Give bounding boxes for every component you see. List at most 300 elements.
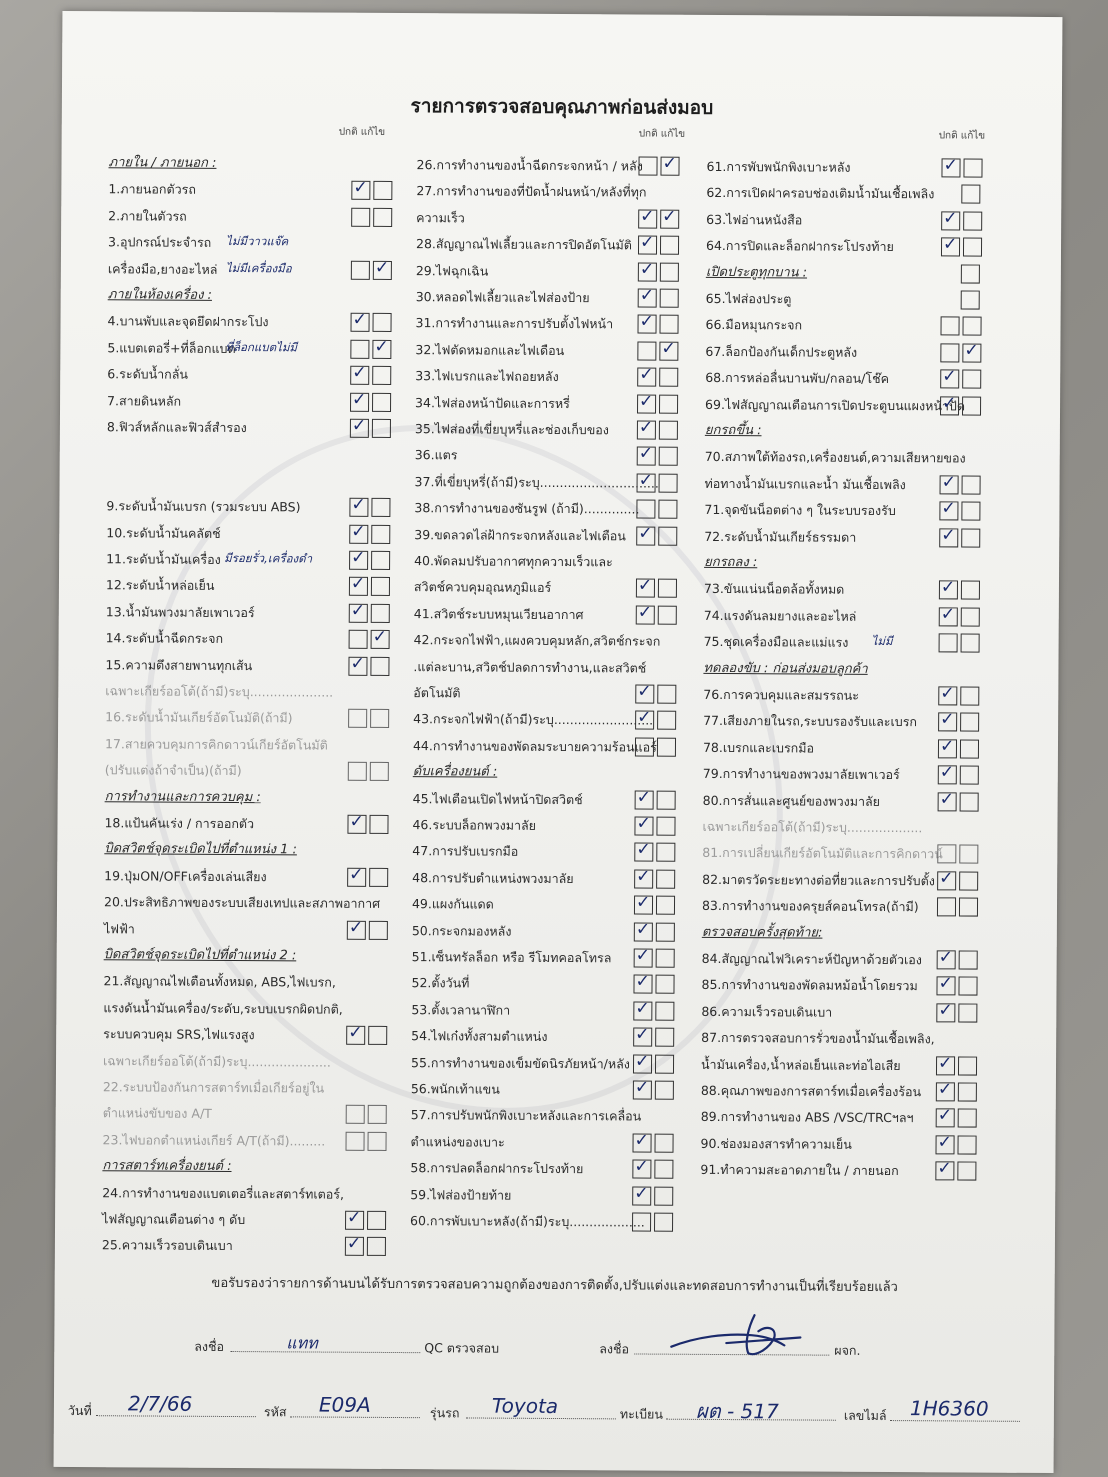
section-heading (703, 656, 1033, 682)
checkbox-fixed[interactable] (371, 604, 390, 623)
checkbox-normal[interactable] (637, 394, 656, 413)
checkbox-group (939, 634, 983, 658)
checkbox-fixed[interactable] (373, 181, 392, 200)
checkbox-fixed[interactable] (654, 1133, 673, 1152)
checkbox-normal[interactable] (345, 1237, 364, 1256)
checkbox-fixed[interactable] (659, 368, 678, 387)
checklist-item-label: 10.ระดับน้ำมันคลัตช์ (106, 524, 221, 541)
checkbox-fixed[interactable] (656, 896, 675, 915)
checkbox-normal[interactable] (634, 843, 653, 862)
checkbox-normal[interactable] (351, 260, 370, 279)
checkbox-fixed[interactable] (958, 977, 977, 996)
checkbox-normal[interactable] (939, 502, 958, 521)
checklist-row (703, 788, 1033, 814)
checklist-item-label: 89.การทำงานของ ABS /VSC/TRCฯลฯ (700, 1109, 914, 1126)
checkbox-normal[interactable] (632, 1133, 651, 1152)
checkbox-normal[interactable] (633, 1054, 652, 1073)
checklist-item-label: ตำแหน่งของเบาะ (410, 1133, 505, 1150)
checkbox-fixed[interactable] (372, 392, 391, 411)
code-label: รหัส (263, 1404, 287, 1420)
date-value: 2/7/66 (127, 1391, 193, 1416)
checklist-row (410, 1156, 738, 1182)
checkbox-fixed[interactable] (658, 579, 677, 598)
checkbox-normal[interactable] (350, 392, 369, 411)
signature-row (54, 1333, 1054, 1358)
checkbox-fixed[interactable] (371, 524, 390, 543)
checkbox-fixed[interactable] (372, 313, 391, 332)
checkbox-normal[interactable] (936, 1056, 955, 1075)
checkbox-normal[interactable] (937, 871, 956, 890)
checkbox-fixed[interactable] (373, 208, 392, 227)
checkbox-fixed[interactable] (960, 739, 979, 758)
checklist-row (413, 655, 741, 681)
checkbox-fixed[interactable] (961, 502, 980, 521)
checkbox-fixed[interactable] (959, 871, 978, 890)
column-3 (700, 130, 1037, 1179)
checklist-item-label: เปิดประตูทุกบาน : (705, 264, 808, 281)
checklist-item-label: บิดสวิตช์จุดระเบิดไปที่ตำแหน่ง 1 : (104, 841, 297, 858)
checklist-item-label: 74.แรงดันลมยางและอะไหล่ (703, 607, 857, 624)
checkbox-normal[interactable] (638, 156, 657, 175)
checkbox-normal[interactable] (636, 526, 655, 545)
checkbox-fixed[interactable] (960, 686, 979, 705)
checkbox-fixed[interactable] (660, 262, 679, 281)
checkbox-normal[interactable] (636, 605, 655, 624)
checklist-row (414, 549, 742, 575)
checkbox-normal[interactable] (634, 896, 653, 915)
checkbox-group (939, 607, 983, 631)
checkbox-fixed[interactable] (656, 843, 675, 862)
checklist-item-label: 18.แป้นคันเร่ง / การออกตัว (104, 815, 255, 832)
checklist-row (415, 470, 743, 496)
checkbox-normal[interactable] (939, 528, 958, 547)
checkbox-normal[interactable] (350, 340, 369, 359)
checkbox-normal[interactable] (633, 975, 652, 994)
checkbox-fixed[interactable] (371, 551, 390, 570)
checklist-item-label: แรงดันน้ำมันเครื่อง/ระดับ,ระบบเบรกผิดปกติ, (103, 1000, 343, 1017)
checkbox-fixed[interactable] (960, 792, 979, 811)
checklist-row (106, 600, 436, 626)
checkbox-normal[interactable] (346, 1105, 365, 1124)
checklist-row (415, 417, 743, 443)
checkbox-fixed[interactable] (960, 713, 979, 732)
checkbox-normal[interactable] (349, 577, 368, 596)
checkbox-normal[interactable] (939, 634, 958, 653)
checklist-item-label: เฉพาะเกียร์ออโต้(ถ้ามี)ระบุ..................... (103, 1052, 331, 1070)
qc-signature: แทท (286, 1333, 318, 1353)
checkbox-group (937, 898, 981, 922)
checkbox-fixed[interactable] (656, 817, 675, 836)
checklist-row (410, 1130, 738, 1156)
checkbox-fixed[interactable] (659, 341, 678, 360)
checkbox-fixed[interactable] (367, 1237, 386, 1256)
checkbox-fixed[interactable] (369, 868, 388, 887)
checkbox-fixed[interactable] (961, 634, 980, 653)
checkbox-normal[interactable] (346, 1026, 365, 1045)
checklist-item-label: 11.ระดับน้ำมันเครื่อง (106, 551, 221, 567)
checkbox-group (939, 528, 983, 552)
checkbox-normal[interactable] (937, 898, 956, 917)
checkbox-group (937, 871, 981, 895)
checkbox-normal[interactable] (936, 1109, 955, 1128)
checkbox-normal[interactable] (637, 473, 656, 492)
checklist-row (414, 576, 742, 602)
checklist-item-label: 55.การทำงานของเข็มขัดนิรภัยหน้า/หลัง (410, 1054, 630, 1072)
checkbox-normal[interactable] (634, 948, 653, 967)
checkbox-normal[interactable] (635, 711, 654, 730)
checklist-row (416, 285, 744, 311)
checkbox-normal[interactable] (638, 209, 657, 228)
checkbox-normal[interactable] (350, 419, 369, 438)
checklist-row (705, 445, 1035, 471)
checkbox-normal[interactable] (938, 686, 957, 705)
checkbox-normal[interactable] (635, 790, 654, 809)
checklist-item-label: 53.ตั้งเวลานาฬิกา (411, 1001, 511, 1018)
section-heading (705, 419, 1035, 445)
date-label: วันที่ (67, 1403, 92, 1419)
checklist-item-label: 27.การทำงานของที่ปัดน้ำฝนหน้า/หลังที่ทุก (416, 183, 647, 200)
checklist-row (412, 945, 740, 971)
checkbox-fixed[interactable] (659, 447, 678, 466)
checklist-item-label: 83.การทำงานของครุยส์คอนโทรล(ถ้ามี) (701, 898, 919, 915)
checklist-row (410, 1183, 738, 1209)
checkbox-fixed[interactable] (961, 607, 980, 626)
checkbox-normal[interactable] (633, 1080, 652, 1099)
checkbox-normal[interactable] (937, 950, 956, 969)
checkbox-fixed[interactable] (656, 922, 675, 941)
checkbox-fixed[interactable] (369, 815, 388, 834)
checkbox-normal[interactable] (940, 343, 959, 362)
checkbox-normal[interactable] (938, 739, 957, 758)
checkbox-normal[interactable] (348, 709, 367, 728)
checkbox-group (346, 1105, 390, 1129)
checklist-item-label: 3.อุปกรณ์ประจำรถ (108, 234, 212, 251)
checkbox-normal[interactable] (348, 762, 367, 781)
checkbox-normal[interactable] (349, 604, 368, 623)
checkbox-fixed[interactable] (958, 1109, 977, 1128)
checklist-row (412, 866, 740, 892)
checkbox-fixed[interactable] (963, 238, 982, 257)
checkbox-fixed[interactable] (368, 1132, 387, 1151)
checklist-row (416, 232, 744, 258)
checkbox-fixed[interactable] (957, 1162, 976, 1181)
checkbox-fixed[interactable] (655, 975, 674, 994)
checkbox-fixed[interactable] (368, 1026, 387, 1045)
checklist-row (415, 338, 743, 364)
checklist-item-label: ภายในห้องเครื่อง : (107, 287, 213, 303)
checkbox-normal[interactable] (637, 315, 656, 334)
checklist-row (416, 153, 744, 179)
checkbox-normal[interactable] (935, 1135, 954, 1154)
checkbox-normal[interactable] (634, 922, 653, 941)
checklist-item-label: 81.การเปลี่ยนเกียร์อัตโนมัติและการคิกดาวน์ (702, 845, 943, 862)
checkbox-normal[interactable] (936, 1082, 955, 1101)
checklist-item-label: ดับเครื่องยนต์ : (412, 764, 498, 780)
checklist-item-label: 62.การเปิดฝาครอบช่องเติมน้ำมันเชื้อเพลิง (706, 185, 935, 202)
checkbox-fixed[interactable] (961, 290, 980, 309)
checkbox-fixed[interactable] (658, 605, 677, 624)
model-value: Toyota (491, 1393, 559, 1419)
checklist-item-label: .แต่ละบาน,สวิตช์ปลดการทำงาน,และสวิตช์ (413, 658, 647, 676)
checkbox-normal[interactable] (939, 607, 958, 626)
checkbox-fixed[interactable] (660, 157, 679, 176)
checkbox-fixed[interactable] (654, 1213, 673, 1232)
model-label: รุ่นรถ (429, 1405, 460, 1421)
checklist-row (703, 736, 1033, 762)
checkbox-fixed[interactable] (369, 920, 388, 939)
checkbox-fixed[interactable] (371, 498, 390, 517)
checklist-item-label: 51.เซ็นทรัลล็อก หรือ รีโมทคอลโทรล (411, 949, 612, 966)
checkbox-normal[interactable] (351, 208, 370, 227)
checklist-item-label: ยกรถขึ้น : (704, 422, 762, 439)
checkbox-group (347, 815, 391, 839)
checkbox-normal[interactable] (638, 288, 657, 307)
checkbox-fixed[interactable] (959, 898, 978, 917)
checkbox-fixed[interactable] (659, 421, 678, 440)
checkbox-fixed[interactable] (961, 581, 980, 600)
manager-label: ผจก. (834, 1342, 861, 1358)
checklist-row (706, 287, 1036, 313)
checkbox-fixed[interactable] (370, 656, 389, 675)
checkbox-group (348, 656, 392, 680)
checkbox-normal[interactable] (637, 341, 656, 360)
checklist-row (415, 364, 743, 390)
checkbox-fixed[interactable] (658, 526, 677, 545)
checklist-row (701, 1000, 1031, 1026)
checkbox-group (350, 313, 394, 337)
checkbox-normal[interactable] (940, 370, 959, 389)
checkbox-fixed[interactable] (657, 711, 676, 730)
checkbox-normal[interactable] (632, 1160, 651, 1179)
checkbox-fixed[interactable] (660, 209, 679, 228)
checklist-item-label: 66.มือหมุนกระจก (705, 317, 803, 333)
checklist-item-label: 6.ระดับน้ำกลั่น (107, 366, 189, 382)
checkbox-fixed[interactable] (656, 869, 675, 888)
checkbox-normal[interactable] (936, 1003, 955, 1022)
checkbox-normal[interactable] (941, 238, 960, 257)
checkbox-fixed[interactable] (655, 1081, 674, 1100)
checkbox-normal[interactable] (347, 868, 366, 887)
checklist-item-label: 24.การทำงานของแบตเตอรี่และสตาร์ทเตอร์, (102, 1184, 345, 1202)
checklist-item-label: 33.ไฟเบรกและไฟถอยหลัง (415, 368, 559, 385)
checkbox-normal[interactable] (939, 581, 958, 600)
checklist-item-label: 23.ไฟบอกตำแหน่งเกียร์ A/T(ถ้ามี)......... (102, 1132, 326, 1149)
checkbox-normal[interactable] (634, 816, 653, 835)
checklist-item-label: 12.ระดับน้ำหล่อเย็น (105, 577, 215, 594)
checkbox-normal[interactable] (636, 579, 655, 598)
checkbox-group (348, 762, 392, 786)
checkbox-normal[interactable] (347, 815, 366, 834)
checkbox-normal[interactable] (634, 869, 653, 888)
checklist-row (705, 472, 1035, 498)
checklist-item-label: 17.สายควบคุมการคิกดาวน์เกียร์อัตโนมัติ (104, 736, 328, 753)
checkbox-normal[interactable] (350, 366, 369, 385)
checklist-item-label: 67.ล็อกป้องกันเด็กประตูหลัง (705, 343, 858, 360)
checkbox-fixed[interactable] (371, 577, 390, 596)
checkbox-normal[interactable] (940, 396, 959, 415)
checklist-item-label: 8.ฟิวส์หลักและฟิวส์สำรอง (106, 419, 247, 436)
checkbox-fixed[interactable] (370, 762, 389, 781)
checkbox-normal[interactable] (938, 713, 957, 732)
checkbox-normal[interactable] (637, 447, 656, 466)
checkbox-fixed[interactable] (368, 1105, 387, 1124)
checkbox-fixed[interactable] (961, 185, 980, 204)
checkbox-normal[interactable] (937, 845, 956, 864)
checkbox-normal[interactable] (637, 420, 656, 439)
checkbox-group (941, 158, 985, 182)
checkbox-normal[interactable] (345, 1211, 364, 1230)
checklist-item-label: 50.กระจกมองหลัง (411, 922, 512, 939)
checkbox-fixed[interactable] (655, 1001, 674, 1020)
checkbox-fixed[interactable] (371, 630, 390, 649)
checkbox-fixed[interactable] (959, 950, 978, 969)
checklist-item-label: 87.การตรวจสอบการรั่วของน้ำมันเชื้อเพลิง, (701, 1030, 935, 1047)
checkbox-normal[interactable] (351, 181, 370, 200)
checklist-item-label: 75.ชุดเครื่องมือและแม่แรง (703, 634, 849, 650)
checkbox-fixed[interactable] (961, 264, 980, 283)
checklist-row (703, 762, 1033, 788)
checkbox-fixed[interactable] (963, 158, 982, 177)
checkbox-fixed[interactable] (372, 419, 391, 438)
checkbox-normal[interactable] (349, 524, 368, 543)
checkbox-fixed[interactable] (962, 475, 981, 494)
checkbox-fixed[interactable] (658, 500, 677, 519)
checklist-row (415, 444, 743, 470)
checkbox-normal[interactable] (348, 656, 367, 675)
checkbox-normal[interactable] (637, 368, 656, 387)
checkbox-normal[interactable] (350, 313, 369, 332)
checkbox-normal[interactable] (349, 630, 368, 649)
checkbox-fixed[interactable] (659, 315, 678, 334)
checkbox-fixed[interactable] (962, 370, 981, 389)
checklist-item-label: 26.การทำงานของน้ำฉีดกระจกหน้า / หลัง (416, 157, 643, 174)
checkbox-normal[interactable] (938, 766, 957, 785)
checkbox-normal[interactable] (346, 1132, 365, 1151)
checklist-row (107, 362, 437, 388)
checklist-item-label: 34.ไฟส่องหน้าปัดและการหรี่ (415, 394, 570, 411)
checkbox-fixed[interactable] (373, 260, 392, 279)
checkbox-fixed[interactable] (654, 1160, 673, 1179)
manager-signature (666, 1307, 806, 1362)
checkbox-fixed[interactable] (657, 790, 676, 809)
checkbox-normal[interactable] (936, 977, 955, 996)
checklist-item-label: 36.แตร (414, 447, 458, 463)
checklist-row (105, 732, 435, 758)
checkbox-fixed[interactable] (659, 473, 678, 492)
checkbox-normal[interactable] (938, 792, 957, 811)
checkbox-fixed[interactable] (660, 289, 679, 308)
checkbox-normal[interactable] (935, 1162, 954, 1181)
checklist-item-label: ยกรถลง : (704, 554, 758, 571)
checklist-item-label: อัตโนมัติ (413, 685, 461, 701)
checkbox-fixed[interactable] (370, 709, 389, 728)
checkbox-normal[interactable] (633, 1001, 652, 1020)
checkbox-fixed[interactable] (962, 317, 981, 336)
checkbox-fixed[interactable] (659, 394, 678, 413)
checklist-row (108, 257, 438, 283)
checkbox-normal[interactable] (941, 158, 960, 177)
checkbox-normal[interactable] (632, 1212, 651, 1231)
checklist-row (106, 494, 436, 520)
checkbox-normal[interactable] (638, 236, 657, 255)
registration-label: ทะเบียน (619, 1406, 663, 1422)
checkbox-fixed[interactable] (657, 685, 676, 704)
checkbox-normal[interactable] (633, 1028, 652, 1047)
checklist-row (107, 310, 437, 336)
checklist-item-label: ภายใน / ภายนอก : (108, 155, 217, 171)
checklist-item-label: ตำแหน่งขับของ A/T (102, 1105, 212, 1122)
checklist-row (102, 1181, 432, 1207)
checkbox-group (638, 156, 682, 180)
checklist-row (107, 415, 437, 441)
checkbox-fixed[interactable] (656, 949, 675, 968)
checkbox-fixed[interactable] (657, 737, 676, 756)
checkbox-normal[interactable] (635, 737, 654, 756)
checkbox-fixed[interactable] (367, 1211, 386, 1230)
checkbox-fixed[interactable] (654, 1186, 673, 1205)
checklist-row (414, 628, 742, 654)
checkbox-normal[interactable] (638, 262, 657, 281)
checklist-item-label: 73.ขันแน่นน็อตล้อทั้งหมด (703, 581, 845, 598)
checklist-row (411, 972, 739, 998)
sign-line-qc (230, 1337, 420, 1353)
checklist-row (704, 604, 1034, 630)
checkbox-normal[interactable] (349, 498, 368, 517)
checklist-row (105, 758, 435, 784)
checkbox-fixed[interactable] (958, 1056, 977, 1075)
checkbox-normal[interactable] (940, 475, 959, 494)
checkbox-fixed[interactable] (963, 211, 982, 230)
checklist-item-label: 16.ระดับน้ำมันเกียร์อัตโนมัติ(ถ้ามี) (105, 709, 293, 726)
checkbox-group (632, 1212, 676, 1236)
checkbox-fixed[interactable] (958, 1003, 977, 1022)
checklist-row (705, 313, 1035, 339)
checklist-item-label: 86.ความเร็วรอบเดินเบา (701, 1003, 833, 1020)
checkbox-normal[interactable] (349, 551, 368, 570)
checkbox-fixed[interactable] (962, 343, 981, 362)
checklist-row (416, 180, 744, 206)
checklist-item-label: 38.การทำงานของซันรูฟ (ถ้ามี).............. (414, 500, 640, 517)
checklist-item-label: ไฟสัญญาณเตือนต่าง ๆ ดับ (102, 1211, 246, 1228)
checkbox-fixed[interactable] (957, 1135, 976, 1154)
section-heading (105, 785, 435, 811)
checklist-item-label: (ปรับแต่งถ้าจำเป็น)(ถ้ามี) (104, 762, 242, 779)
checklist-row (705, 392, 1035, 418)
checklist-row (703, 709, 1033, 735)
checkbox-fixed[interactable] (372, 366, 391, 385)
checkbox-fixed[interactable] (962, 396, 981, 415)
checkbox-fixed[interactable] (655, 1028, 674, 1047)
checkbox-normal[interactable] (941, 211, 960, 230)
checkbox-fixed[interactable] (655, 1054, 674, 1073)
vehicle-info-row (54, 1391, 1054, 1424)
checkbox-fixed[interactable] (961, 528, 980, 547)
checklist-item-label: 35.ไฟส่องที่เขี่ยบุหรี่และช่องเก็บของ (414, 421, 609, 438)
checkbox-fixed[interactable] (660, 236, 679, 255)
checklist-item-label: 40.พัดลมปรับอากาศทุกความเร็วและ (414, 553, 613, 570)
checklist-row (411, 1103, 739, 1129)
checkbox-normal[interactable] (347, 920, 366, 939)
checklist-row (105, 653, 435, 679)
checkbox-normal[interactable] (632, 1186, 651, 1205)
checkbox-fixed[interactable] (958, 1082, 977, 1101)
checkbox-fixed[interactable] (372, 340, 391, 359)
checkbox-normal[interactable] (940, 317, 959, 336)
checkbox-fixed[interactable] (960, 766, 979, 785)
checkbox-fixed[interactable] (959, 845, 978, 864)
checkbox-normal[interactable] (636, 500, 655, 519)
checkbox-normal[interactable] (635, 684, 654, 703)
